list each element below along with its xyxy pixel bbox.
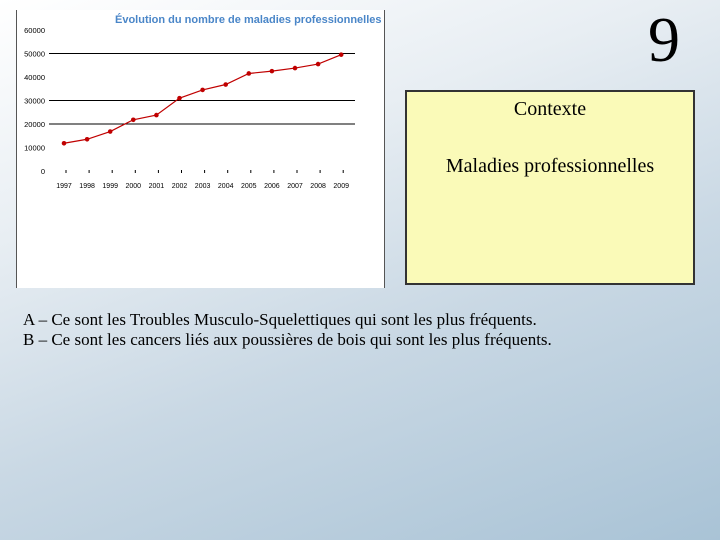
data-point [270,69,275,74]
x-tick-label: 2003 [194,183,211,190]
x-tick-label: 1999 [102,183,118,190]
y-tick-label: 10000 [24,143,45,153]
series-line [64,55,341,144]
data-point [154,113,159,118]
data-point [131,117,136,122]
y-tick-label: 50000 [24,49,45,59]
data-point [223,82,228,87]
data-point [247,71,252,76]
x-tick-label: 2007 [287,183,303,190]
data-point [339,52,344,57]
answer-list [23,310,703,350]
data-point [200,88,205,93]
x-tick-label: 2005 [241,183,257,190]
data-point [316,62,321,67]
context-subtitle: Maladies professionnelles [445,155,655,177]
answer-b[interactable]: B – Ce sont les cancers liés aux poussières de bois qui sont les plus fréquents. [23,330,552,349]
y-tick-label: 20000 [24,120,45,129]
x-tick-label: 2004 [217,183,234,190]
data-point [85,137,90,142]
chart-title: Évolution du nombre de maladies professionnelles [115,14,382,26]
y-tick-label: 40000 [24,73,45,82]
data-point [108,129,113,134]
x-tick-label: 1997 [56,183,72,190]
slide-number: 9 [648,4,680,75]
x-tick-label: 2000 [125,183,142,190]
line-chart [17,10,384,288]
data-point [293,66,298,71]
y-tick-label: 60000 [24,26,45,35]
context-box [405,90,695,285]
context-title: Contexte [513,98,587,120]
x-tick-label: 1998 [79,183,95,190]
x-tick-label: 2006 [264,183,280,190]
x-tick-label: 2008 [310,183,326,190]
x-tick-label: 2002 [171,183,188,190]
chart-panel [16,10,385,288]
y-tick-label: 0 [40,167,45,176]
answer-a[interactable]: A – Ce sont les Troubles Musculo-Squelettiques qui sont les plus fréquents. [23,310,537,329]
data-point [62,141,67,146]
x-tick-label: 2009 [333,183,349,190]
x-tick-label: 2001 [148,183,165,190]
y-tick-label: 30000 [24,96,45,106]
data-point [177,96,182,101]
